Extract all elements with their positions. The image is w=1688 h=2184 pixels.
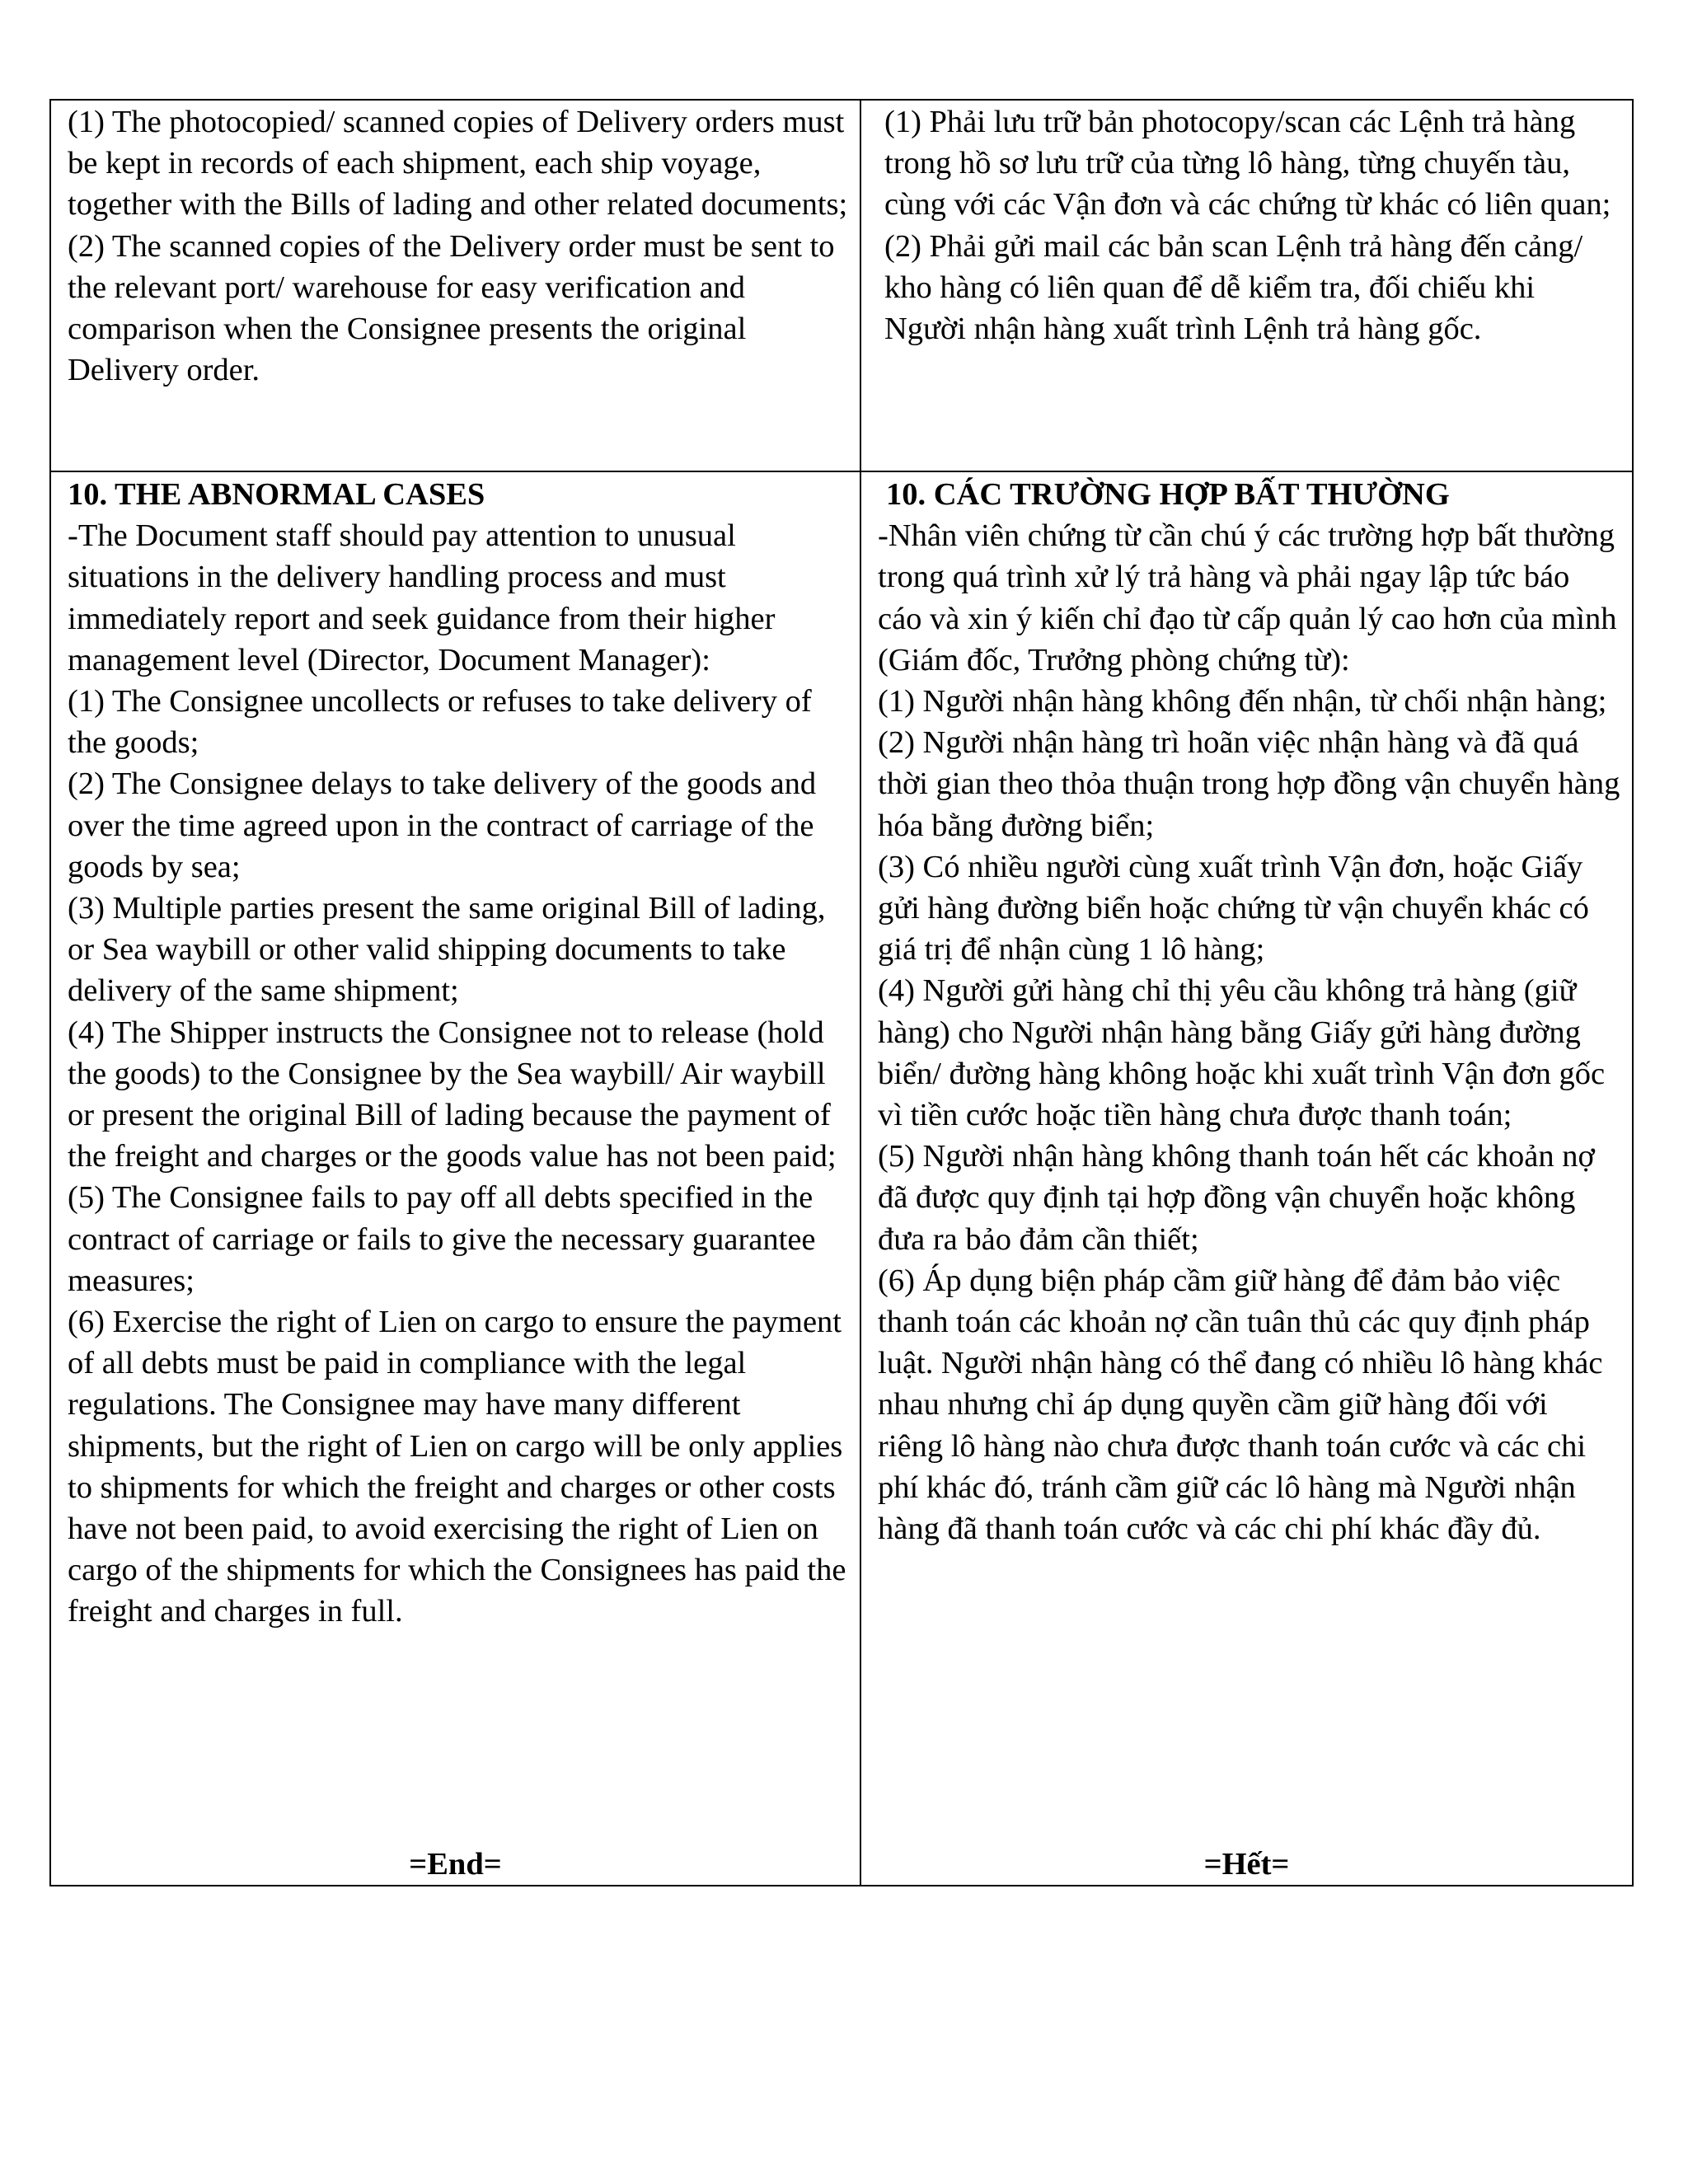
list-item-en-5: (5) The Consignee fails to pay off all debts specified in the contract of carriage or fails to give the necessary guarantee measures; — [68, 1180, 816, 1298]
paragraph-vi-1: (1) Phải lưu trữ bản photocopy/scan các Lệnh trả hàng trong hồ sơ lưu trữ của từng lô hàng, từng chuyến tàu, cùng với các Vận đơn và các chứng từ khác có liên quan; — [884, 105, 1611, 223]
english-cell — [50, 471, 860, 1886]
section-heading-en: 10. THE ABNORMAL CASES — [68, 477, 485, 512]
section-heading-vi: 10. CÁC TRƯỜNG HỢP BẤT THƯỜNG — [886, 477, 1450, 512]
list-item-en-3: (3) Multiple parties present the same original Bill of lading, or Sea waybill or other valid shipping documents to take delivery of the same shipment; — [68, 891, 826, 1009]
end-marker-vi: =Hết= — [1203, 1847, 1290, 1882]
list-item-en-1: (1) The Consignee uncollects or refuses to take delivery of the goods; — [68, 684, 812, 761]
list-item-en-6: (6) Exercise the right of Lien on cargo to ensure the payment of all debts must be paid in compliance with the legal regulations. The Consignee may have many different shipments, but the right of Lien on cargo will be only applies to shipments for which the freight and charges or other costs have not been paid, to avoid exercising the right of Lien on cargo of the shipments for which the Consignees has paid the freight and charges in full. — [68, 1305, 846, 1629]
table-row — [50, 471, 1633, 1886]
list-item-vi-3: (3) Có nhiều người cùng xuất trình Vận đơn, hoặc Giấy gửi hàng đường biển hoặc chứng từ vận chuyển khác có giá trị để nhận cùng 1 lô hàng; — [878, 849, 1589, 968]
paragraph-en-2: (2) The scanned copies of the Delivery order must be sent to the relevant port/ warehouse for easy verification and comparison when the Consignee presents the original Delivery order. — [68, 228, 835, 388]
english-cell — [50, 100, 860, 471]
list-item-vi-4: (4) Người gửi hàng chỉ thị yêu cầu không trả hàng (giữ hàng) cho Người nhận hàng bằng Giấy gửi hàng đường biển/ đường hàng không hoặc khi xuất trình Vận đơn gốc vì tiền cước hoặc tiền hàng chưa được thanh toán; — [878, 973, 1606, 1133]
end-marker-en: =End= — [409, 1847, 502, 1882]
list-item-vi-1: (1) Người nhận hàng không đến nhận, từ chối nhận hàng; — [878, 684, 1607, 719]
vietnamese-cell — [860, 471, 1633, 1886]
paragraph-vi-2: (2) Phải gửi mail các bản scan Lệnh trả hàng đến cảng/ kho hàng có liên quan để dễ kiểm tra, đối chiếu khi Người nhận hàng xuất trình Lệnh trả hàng gốc. — [884, 228, 1583, 347]
list-item-vi-6: (6) Áp dụng biện pháp cầm giữ hàng để đảm bảo việc thanh toán các khoản nợ cần tuân thủ các quy định pháp luật. Người nhận hàng có thể đang có nhiều lô hàng khác nhau nhưng chỉ áp dụng quyền cầm giữ hàng đối với riêng lô hàng nào chưa được thanh toán cước và các chi phí khác đó, tránh cầm giữ các lô hàng mà Người nhận hàng đã thanh toán cước và các chi phí khác đầy đủ. — [878, 1263, 1603, 1547]
list-item-en-2: (2) The Consignee delays to take delivery of the goods and over the time agreed upon in the contract of carriage of the goods by sea; — [68, 766, 817, 884]
list-item-en-4: (4) The Shipper instructs the Consignee not to release (hold the goods) to the Consignee by the Sea waybill/ Air waybill or present the original Bill of lading because the payment of the freight and charges or the goods value has not been paid; — [68, 1015, 837, 1174]
intro-vi: -Nhân viên chứng từ cần chú ý các trường hợp bất thường trong quá trình xử lý trả hàng và phải ngay lập tức báo cáo và xin ý kiến chỉ đạo từ cấp quản lý cao hơn của mình (Giám đốc, Trưởng phòng chứng từ): — [878, 518, 1617, 677]
list-item-vi-5: (5) Người nhận hàng không thanh toán hết các khoản nợ đã được quy định tại hợp đồng vận chuyển hoặc không đưa ra bảo đảm cần thiết; — [878, 1139, 1595, 1257]
paragraph-en-1: (1) The photocopied/ scanned copies of Delivery orders must be kept in records of each shipment, each ship voyage, together with the Bills of lading and other related documents; — [68, 105, 848, 223]
intro-en: -The Document staff should pay attention to unusual situations in the delivery handling process and must immediately report and seek guidance from their higher management level (Director, Document Manager): — [68, 518, 776, 677]
vietnamese-cell — [860, 100, 1633, 471]
list-item-vi-2: (2) Người nhận hàng trì hoãn việc nhận hàng và đã quá thời gian theo thỏa thuận trong hợp đồng vận chuyển hàng hóa bằng đường biển; — [878, 725, 1620, 843]
bilingual-table — [49, 99, 1634, 1886]
table-row — [50, 100, 1633, 471]
